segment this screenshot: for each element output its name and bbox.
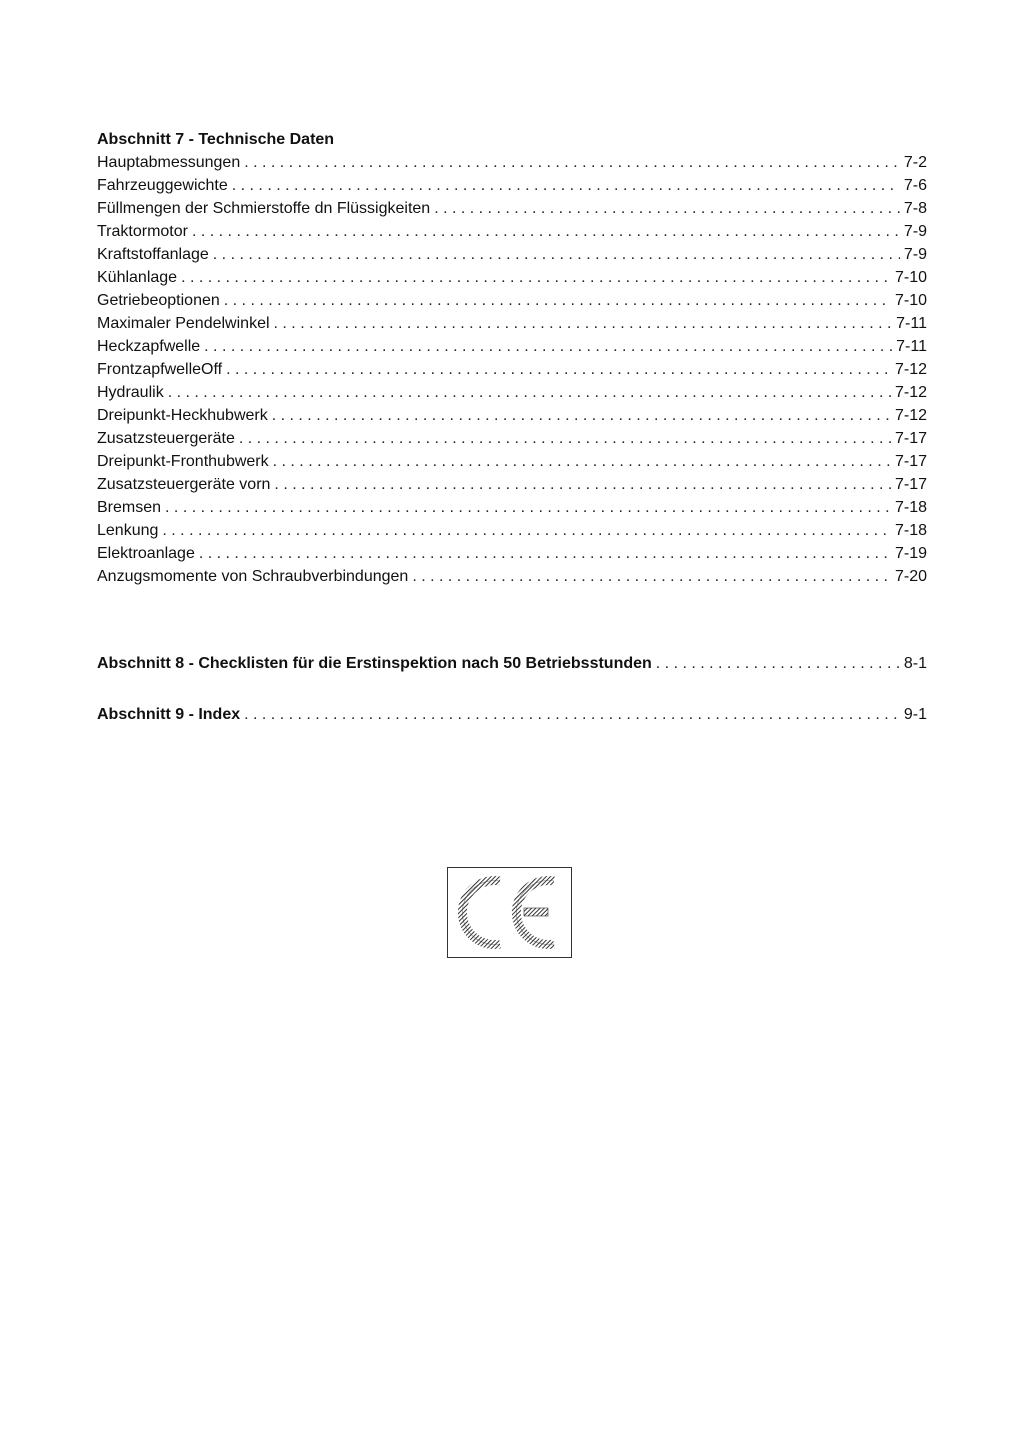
dot-leader [244, 151, 900, 174]
toc-entry[interactable] [97, 381, 927, 404]
toc-entry[interactable] [97, 243, 927, 266]
toc-entry-page: 7-19 [894, 545, 927, 562]
dot-leader [168, 381, 891, 404]
ce-conformity-mark-icon [447, 867, 572, 958]
dot-leader [162, 519, 891, 542]
dot-leader [226, 358, 891, 381]
toc-entry-page: 7-12 [894, 407, 927, 424]
toc-entry-label: Zusatzsteuergeräte vorn [97, 476, 271, 493]
section-8-entry[interactable] [97, 652, 927, 675]
dot-leader [656, 652, 900, 675]
dot-leader [274, 312, 893, 335]
toc-entry[interactable] [97, 358, 927, 381]
section-7-entries [97, 151, 927, 588]
toc-entry-page: 7-18 [894, 499, 927, 516]
dot-leader [213, 243, 900, 266]
toc-entry[interactable] [97, 220, 927, 243]
toc-entry[interactable] [97, 496, 927, 519]
toc-entry[interactable] [97, 266, 927, 289]
section-8-label: Abschnitt 8 - Checklisten für die Erstinspektion nach 50 Betriebsstunden [97, 655, 652, 672]
toc-entry-label: Hauptabmessungen [97, 154, 241, 171]
dot-leader [181, 266, 891, 289]
toc-entry-page: 7-9 [903, 223, 927, 240]
toc-entry[interactable] [97, 404, 927, 427]
toc-entry-label: Hydraulik [97, 384, 164, 401]
toc-entry-label: Fahrzeuggewichte [97, 177, 228, 194]
section-8-toc [97, 652, 927, 675]
toc-entry-label: Traktormotor [97, 223, 188, 240]
toc-entry[interactable] [97, 335, 927, 358]
toc-entry-page: 7-2 [903, 154, 927, 171]
toc-entry[interactable] [97, 312, 927, 335]
toc-entry-page: 7-9 [903, 246, 927, 263]
dot-leader [192, 220, 900, 243]
section-9-page: 9-1 [903, 706, 927, 723]
dot-leader [434, 197, 900, 220]
toc-entry-label: Anzugsmomente von Schraubverbindungen [97, 568, 409, 585]
dot-leader [199, 542, 891, 565]
toc-entry-page: 7-18 [894, 522, 927, 539]
toc-entry-label: Bremsen [97, 499, 162, 516]
toc-entry-label: Kühlanlage [97, 269, 178, 286]
section-8-page: 8-1 [903, 655, 927, 672]
toc-entry[interactable] [97, 450, 927, 473]
dot-leader [204, 335, 892, 358]
toc-entry-label: Heckzapfwelle [97, 338, 201, 355]
dot-leader [274, 473, 891, 496]
toc-entry-page: 7-10 [894, 269, 927, 286]
dot-leader [244, 703, 900, 726]
toc-entry-page: 7-10 [894, 292, 927, 309]
dot-leader [272, 404, 891, 427]
toc-entry[interactable] [97, 427, 927, 450]
dot-leader [273, 450, 891, 473]
dot-leader [239, 427, 891, 450]
toc-entry-page: 7-20 [894, 568, 927, 585]
section-9-label: Abschnitt 9 - Index [97, 706, 241, 723]
toc-entry-label: Dreipunkt-Fronthubwerk [97, 453, 269, 470]
toc-entry-label: Füllmengen der Schmierstoffe dn Flüssigkeiten [97, 200, 431, 217]
section-7-toc [97, 128, 927, 588]
toc-entry[interactable] [97, 197, 927, 220]
toc-entry-page: 7-12 [894, 384, 927, 401]
section-9-entry[interactable] [97, 703, 927, 726]
toc-entry-page: 7-17 [894, 476, 927, 493]
toc-entry[interactable] [97, 519, 927, 542]
toc-entry-page: 7-11 [896, 315, 927, 332]
toc-entry[interactable] [97, 565, 927, 588]
section-9-toc [97, 703, 927, 726]
toc-entry[interactable] [97, 151, 927, 174]
toc-entry-label: Elektroanlage [97, 545, 195, 562]
section-7-heading: Abschnitt 7 - Technische Daten [97, 131, 335, 148]
toc-entry[interactable] [97, 473, 927, 496]
toc-entry-label: Maximaler Pendelwinkel [97, 315, 270, 332]
toc-entry-label: FrontzapfwelleOff [97, 361, 223, 378]
toc-entry[interactable] [97, 174, 927, 197]
toc-entry-page: 7-8 [903, 200, 927, 217]
toc-entry-page: 7-17 [894, 430, 927, 447]
dot-leader [232, 174, 900, 197]
toc-entry-page: 7-17 [894, 453, 927, 470]
toc-entry[interactable] [97, 542, 927, 565]
dot-leader [412, 565, 891, 588]
toc-entry-label: Getriebeoptionen [97, 292, 220, 309]
toc-entry-page: 7-12 [894, 361, 927, 378]
toc-entry-label: Dreipunkt-Heckhubwerk [97, 407, 268, 424]
toc-entry[interactable] [97, 289, 927, 312]
dot-leader [165, 496, 891, 519]
toc-entry-label: Kraftstoffanlage [97, 246, 209, 263]
toc-entry-label: Zusatzsteuergeräte [97, 430, 235, 447]
toc-entry-label: Lenkung [97, 522, 159, 539]
toc-entry-page: 7-11 [896, 338, 927, 355]
dot-leader [224, 289, 891, 312]
toc-entry-page: 7-6 [903, 177, 927, 194]
